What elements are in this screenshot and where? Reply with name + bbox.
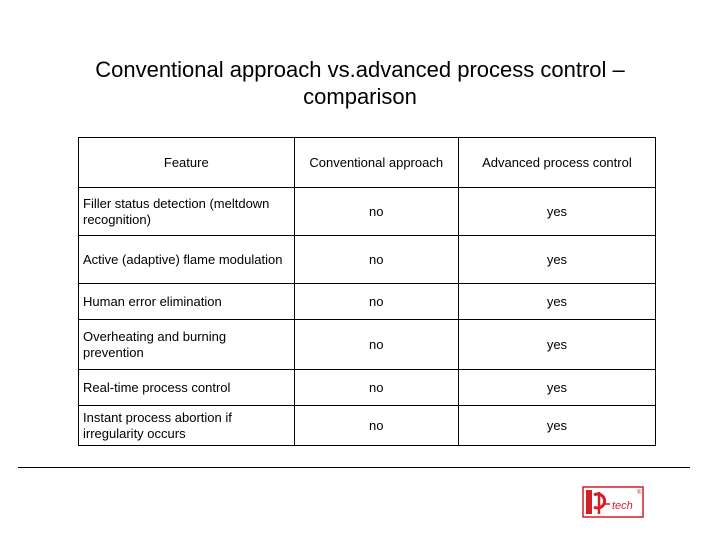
- footer-divider: [18, 467, 690, 468]
- conventional-cell: no: [294, 236, 458, 284]
- table-row: [79, 236, 656, 284]
- feature-cell: Instant process abortion if irregularity occurs: [79, 406, 295, 446]
- conventional-cell: no: [294, 284, 458, 320]
- conventional-cell: no: [294, 320, 458, 370]
- header-conventional: Conventional approach: [294, 138, 458, 188]
- advanced-cell: yes: [458, 284, 655, 320]
- logo-text: tech: [612, 500, 633, 512]
- feature-cell: Real-time process control: [79, 370, 295, 406]
- slide-title: Conventional approach vs.advanced process control – comparison: [95, 57, 625, 109]
- logo-registered-mark: ®: [637, 490, 642, 496]
- table-row: [79, 370, 656, 406]
- table-row: [79, 188, 656, 236]
- advanced-cell: yes: [458, 320, 655, 370]
- feature-cell: Overheating and burning prevention: [79, 320, 295, 370]
- header-advanced: Advanced process control: [458, 138, 655, 188]
- header-feature: Feature: [79, 138, 295, 188]
- table-row: [79, 406, 656, 446]
- feature-cell: Human error elimination: [79, 284, 295, 320]
- conventional-cell: no: [294, 370, 458, 406]
- table-row: [79, 284, 656, 320]
- feature-cell: Active (adaptive) flame modulation: [79, 236, 295, 284]
- advanced-cell: yes: [458, 406, 655, 446]
- conventional-cell: no: [294, 406, 458, 446]
- comparison-table: [78, 137, 656, 446]
- table-header-row: [79, 138, 656, 188]
- company-logo: [582, 486, 644, 518]
- table-row: [79, 320, 656, 370]
- advanced-cell: yes: [458, 236, 655, 284]
- advanced-cell: yes: [458, 370, 655, 406]
- advanced-cell: yes: [458, 188, 655, 236]
- feature-cell: Filler status detection (meltdown recognition): [79, 188, 295, 236]
- conventional-cell: no: [294, 188, 458, 236]
- logo-bar: [586, 490, 592, 514]
